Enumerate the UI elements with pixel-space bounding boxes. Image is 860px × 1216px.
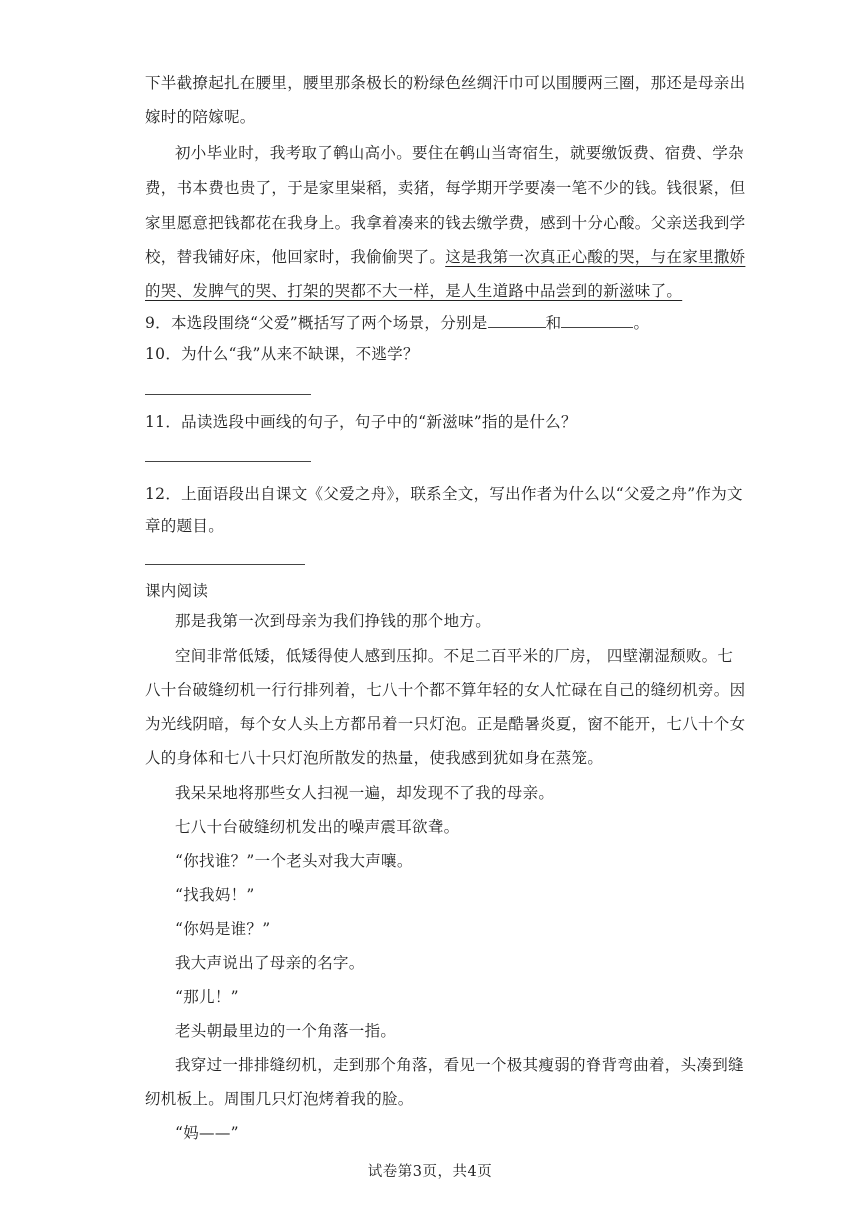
question-9 xyxy=(145,312,725,334)
passage2-para-2-line-3: 为光线阴暗，每个女人头上方都吊着一只灯泡。正是酷暑炎夏，窗不能开，七八十个女 xyxy=(145,715,746,733)
passage2-para-1: 那是我第一次到母亲为我们挣钱的那个地方。 xyxy=(175,612,492,630)
passage2-para-11-line-2: 纫机板上。周围几只灯泡烤着我的脸。 xyxy=(145,1090,414,1108)
underlined-sentence-part-2: 的哭、发脾气的哭、打架的哭都不大一样，是人生道路中品尝到的新滋味了。 xyxy=(145,282,683,300)
passage1-line-3: 初小毕业时，我考取了鹌山高小。要住在鹌山当寄宿生，就要缴饭费、宿费、学杂 xyxy=(175,144,744,162)
question-11-answer-line[interactable] xyxy=(145,461,311,462)
passage1-line-6-text: 校，替我铺好床，他回家时，我偷偷哭了。 xyxy=(145,248,446,266)
passage1-line-6 xyxy=(145,246,746,268)
passage2-para-2-line-4: 人的身体和七八十只灯泡所散发的热量，使我感到犹如身在蒸笼。 xyxy=(145,749,604,767)
question-9-and: 和 xyxy=(545,314,562,332)
passage1-line-2: 嫁时的陪嫁呢。 xyxy=(145,108,256,126)
passage2-para-5: “你找谁？”一个老头对我大声嚷。 xyxy=(175,852,413,870)
passage2-para-3: 我呆呆地将那些女人扫视一遍，却发现不了我的母亲。 xyxy=(175,784,555,802)
page-footer: 试卷第3页，共4页 xyxy=(367,1164,493,1180)
passage1-line-1: 下半截撩起扎在腰里，腰里那条极长的粉绿色丝绸汗巾可以围腰两三圈，那还是母亲出 xyxy=(145,74,746,92)
question-9-text: 9．本选段围绕“父爱”概括写了两个场景，分别是 xyxy=(145,314,488,332)
question-10: 10．为什么“我”从来不缺课，不逃学？ xyxy=(145,345,419,363)
passage2-para-9: “那儿！” xyxy=(175,988,239,1006)
question-12-line-1: 12．上面语段出自课文《父爱之舟》，联系全文，写出作者为什么以“父爱之舟”作为文 xyxy=(145,485,743,503)
passage2-para-11-line-1: 我穿过一排排缝纫机，走到那个角落，看见一个极其瘦弱的脊背弯曲着，头凑到缝 xyxy=(175,1056,744,1074)
passage2-para-6: “找我妈！” xyxy=(175,886,255,904)
section-heading: 课内阅读 xyxy=(145,582,209,600)
question-9-blank-1[interactable] xyxy=(488,313,546,328)
passage2-para-10: 老头朝最里边的一个角落一指。 xyxy=(175,1022,397,1040)
passage2-para-2-line-1: 空间非常低矮，低矮得使人感到压抑。不足二百平米的厂房， 四壁潮湿颓败。七 xyxy=(175,647,734,665)
passage2-para-12: “妈——” xyxy=(175,1124,239,1142)
passage1-line-5: 家里愿意把钱都花在我身上。我拿着凑来的钱去缴学费，感到十分心酸。父亲送我到学 xyxy=(145,214,746,232)
question-10-answer-line[interactable] xyxy=(145,394,311,395)
underlined-sentence-part-1: 这是我第一次真正心酸的哭，与在家里撒娇 xyxy=(445,248,746,266)
passage2-para-7: “你妈是谁？” xyxy=(175,920,271,938)
passage2-para-2-line-2: 八十台破缝纫机一行行排列着，七八十个都不算年轻的女人忙碌在自己的缝纫机旁。因 xyxy=(145,681,746,699)
question-12-answer-line[interactable] xyxy=(145,564,305,565)
question-12-line-2: 章的题目。 xyxy=(145,517,225,535)
passage2-para-4: 七八十台破缝纫机发出的噪声震耳欲聋。 xyxy=(175,818,460,836)
question-11: 11．品读选段中画线的句子，句子中的“新滋味”指的是什么？ xyxy=(145,413,577,431)
question-9-end: 。 xyxy=(633,314,650,332)
passage1-line-4: 费，书本费也贵了，于是家里粜稻，卖猪，每学期开学要凑一笔不少的钱。钱很紧，但 xyxy=(145,179,746,197)
passage2-para-8: 我大声说出了母亲的名字。 xyxy=(175,954,365,972)
question-9-blank-2[interactable] xyxy=(561,313,633,328)
